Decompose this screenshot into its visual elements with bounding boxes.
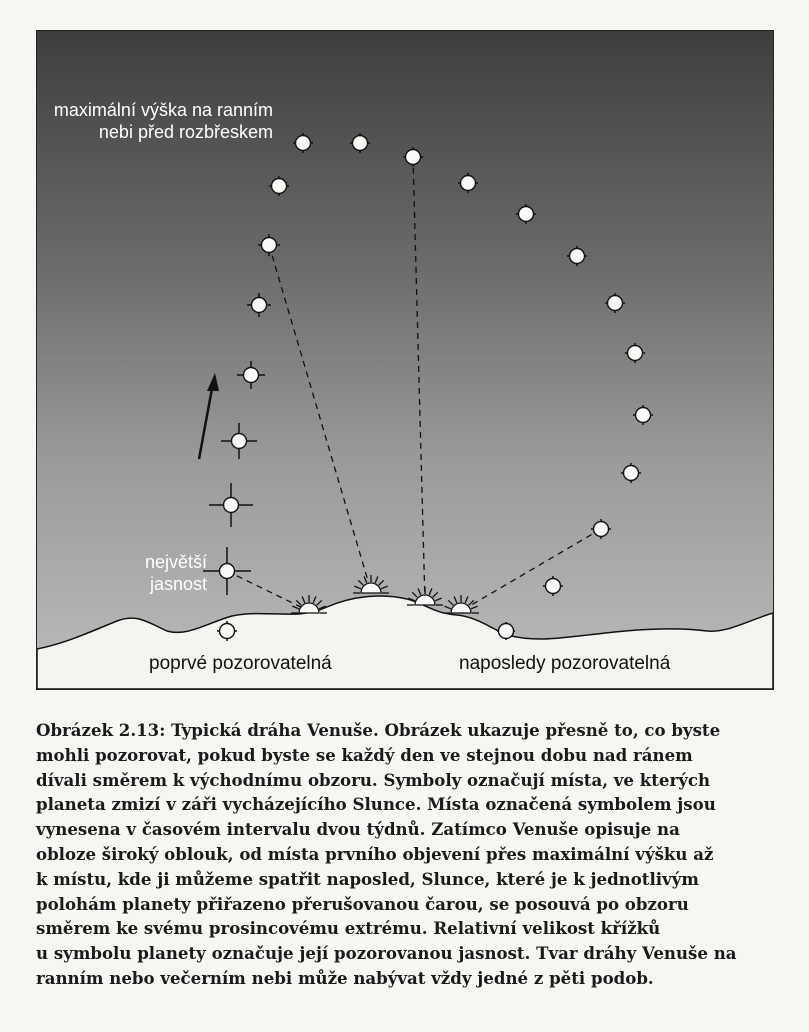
venus-path-figure: [36, 30, 774, 690]
venus-marker: [247, 293, 271, 317]
direction-arrow-icon: [199, 373, 219, 459]
caption-line: dívali směrem k východnímu obzoru. Symboly označují místa, ve kterých: [36, 769, 711, 790]
figure-caption: [36, 718, 776, 991]
venus-marker: [293, 133, 313, 153]
venus-marker: [625, 343, 645, 363]
venus-marker: [203, 547, 251, 595]
caption-line: polohám planety přiřazeno přerušovanou čarou, se posouvá po obzoru: [36, 893, 689, 914]
max-height-label-line1: maximální výška na ranním: [53, 100, 273, 120]
venus-positions: [203, 133, 653, 641]
caption-line: k místu, kde ji můžeme spatřit naposled, Slunce, které je k jednotlivým: [36, 868, 699, 889]
venus-marker: [591, 519, 611, 539]
caption-line: obloze široký oblouk, od místa prvního objevení přes maximální výšku až: [36, 843, 714, 864]
caption-line: směrem ke svému prosincovému extrému. Relativní velikost křížků: [36, 918, 661, 939]
venus-marker: [621, 463, 641, 483]
venus-marker: [258, 234, 280, 256]
brightest-label-line2: jasnost: [149, 574, 207, 594]
sun-connection-line: [227, 571, 309, 611]
caption-line: vynesena v časovém intervalu dvou týdnů. Zatímco Venuše opisuje na: [36, 819, 680, 840]
brightest-label-line1: největší: [144, 552, 207, 572]
venus-marker: [543, 576, 563, 596]
venus-marker: [458, 173, 478, 193]
sun-icon: [353, 575, 389, 593]
sun-connection-lines: [227, 157, 601, 611]
caption-line: Obrázek 2.13: Typická dráha Venuše. Obrázek ukazuje přesně to, co byste: [36, 720, 721, 740]
venus-marker: [269, 176, 289, 196]
last-seen-label: naposledy pozorovatelná: [459, 653, 671, 674]
venus-marker: [633, 405, 653, 425]
venus-marker: [237, 361, 265, 389]
max-height-label-line2: nebi před rozbřeskem: [98, 122, 273, 142]
caption-line: u symbolu planety označuje její pozorovanou jasnost. Tvar dráhy Venuše na: [36, 943, 737, 964]
venus-marker: [350, 133, 370, 153]
horizon-ground: [37, 596, 773, 689]
venus-marker: [403, 147, 423, 167]
venus-marker: [209, 483, 253, 527]
brightest-label: [117, 551, 207, 595]
sun-connection-line: [413, 157, 425, 603]
venus-marker: [516, 204, 536, 224]
first-seen-label: poprvé pozorovatelná: [149, 653, 332, 674]
venus-marker: [605, 293, 625, 313]
caption-line: mohli pozorovat, pokud byste se každý den ve stejnou dobu nad ránem: [36, 744, 693, 765]
venus-marker: [567, 246, 587, 266]
sun-connection-line: [269, 245, 371, 591]
venus-marker: [221, 423, 257, 459]
max-height-label: [51, 99, 273, 143]
caption-line: planeta zmizí v záři vycházejícího Slunce. Místa označená symbolem jsou: [36, 794, 716, 815]
caption-line: ranním nebo večerním nebi může nabývat vždy jedné z pěti podob.: [36, 967, 654, 988]
sun-connection-line: [461, 529, 601, 611]
